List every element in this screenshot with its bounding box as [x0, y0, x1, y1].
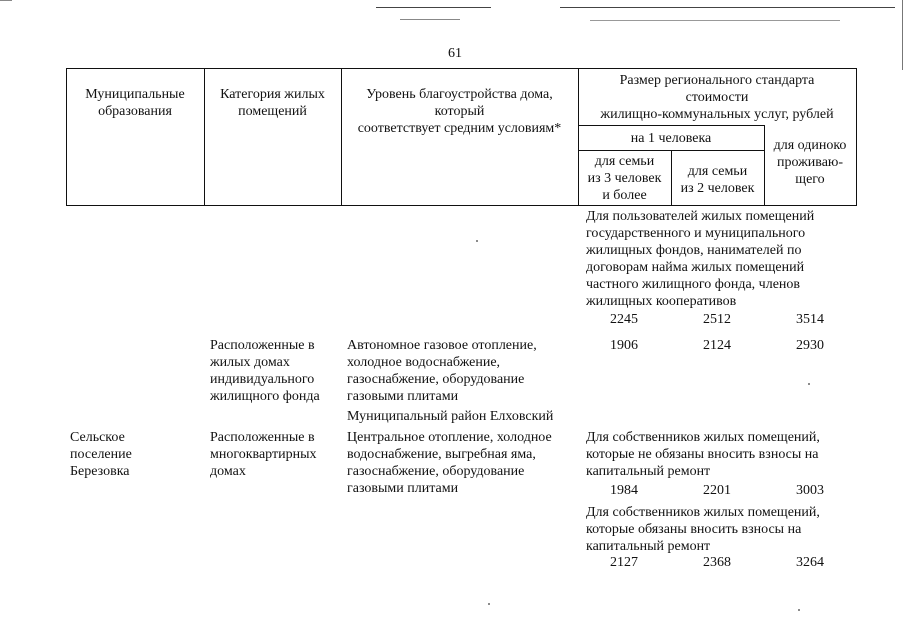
- scan-artifact-line: [590, 20, 840, 21]
- value-single: 2930: [796, 338, 824, 353]
- header-housing-category: Категория жилых помещений: [220, 87, 325, 119]
- value-family-3: 1984: [610, 483, 638, 498]
- level-private-houses: Автономное газовое отопление, холодное водоснабжение, газоснабжение, оборудование газовыми плитами: [347, 338, 537, 404]
- category-apartment-buildings: Расположенные в многоквартирных домах: [210, 430, 317, 479]
- header-amenity-level: Уровень благоустройства дома, который соответствует средним условиям*: [357, 87, 562, 136]
- note-owners-obliged: Для собственников жилых помещений, которые обязаны вносить взносы на капитальный ремонт: [586, 505, 820, 554]
- note-owners-not-obliged: Для собственников жилых помещений, которые не обязаны вносить взносы на капитальный ремонт: [586, 430, 820, 479]
- header-standard-size: Размер регионального стандарта стоимости жилищно-коммунальных услуг, рублей: [600, 73, 834, 122]
- scan-artifact-line: [0, 0, 12, 1]
- scan-speck: [798, 609, 800, 611]
- header-per-person: на 1 человека: [630, 131, 712, 146]
- value-family-2: 2368: [703, 555, 731, 570]
- value-family-2: 2201: [703, 483, 731, 498]
- category-private-houses: Расположенные в жилых домах индивидуального жилищного фонда: [210, 338, 320, 404]
- district-heading: Муниципальный район Елховский: [347, 409, 554, 424]
- scan-artifact-edge: [902, 0, 903, 70]
- scan-speck: [488, 603, 490, 605]
- header-single: для одиноко проживаю- щего: [773, 138, 847, 187]
- value-single: 3264: [796, 555, 824, 570]
- value-family-3: 2127: [610, 555, 638, 570]
- header-family-2: для семьи из 2 человек: [680, 164, 755, 196]
- municipality-berezovka: Сельское поселение Березовка: [70, 430, 132, 479]
- scan-artifact-line: [400, 19, 460, 20]
- header-family-3: для семьи из 3 человек и более: [587, 154, 662, 203]
- value-single: 3003: [796, 483, 824, 498]
- level-berezovka: Центральное отопление, холодное водоснабжение, выгребная яма, газоснабжение, оборудование газовыми плитами: [347, 430, 552, 496]
- value-family-3: 2245: [610, 312, 638, 327]
- page-number: 61: [448, 46, 462, 61]
- value-family-2: 2124: [703, 338, 731, 353]
- value-single: 3514: [796, 312, 824, 327]
- header-municipalities: Муниципальные образования: [85, 87, 185, 119]
- scan-artifact-line: [376, 7, 491, 8]
- value-family-3: 1906: [610, 338, 638, 353]
- note-state-municipal-users: Для пользователей жилых помещений государственного и муниципального жилищных фондов, нанимателей по договорам найма жилых помещений частного жилищного фонда, членов жилищных кооперативов: [586, 209, 815, 309]
- scan-speck: [476, 240, 478, 242]
- scan-speck: [808, 383, 810, 385]
- value-family-2: 2512: [703, 312, 731, 327]
- scan-artifact-line: [560, 7, 895, 8]
